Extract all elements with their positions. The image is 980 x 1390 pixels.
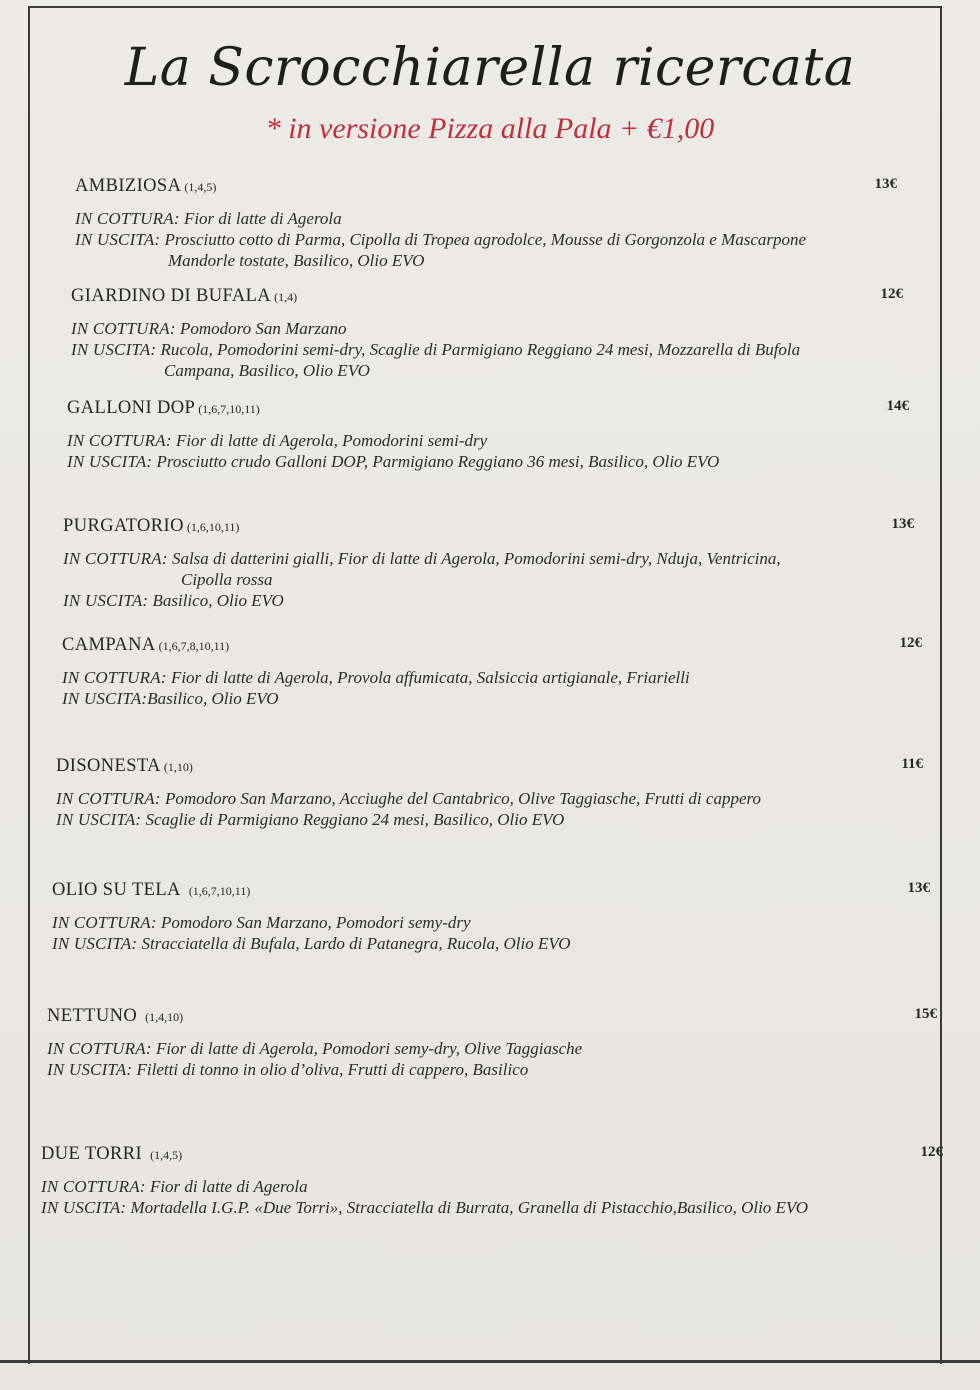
item-cottura: IN COTTURA: Fior di latte di Agerola, Provola affumicata, Salsiccia artigianale, Friarielli bbox=[62, 668, 690, 687]
item-name: PURGATORIO bbox=[63, 516, 184, 536]
item-name: GIARDINO DI BUFALA bbox=[71, 286, 272, 306]
item-allergens: (1,10) bbox=[163, 760, 193, 774]
item-uscita: IN USCITA: Stracciatella di Bufala, Lardo di Patanegra, Rucola, Olio EVO bbox=[52, 934, 571, 953]
item-price: 13€ bbox=[907, 880, 930, 896]
menu-item bbox=[75, 176, 897, 271]
item-uscita: IN USCITA: Prosciutto crudo Galloni DOP, Parmigiano Reggiano 36 mesi, Basilico, Olio EVO bbox=[67, 452, 720, 471]
item-allergens: (1,6,7,8,10,11) bbox=[158, 639, 230, 653]
item-uscita: IN USCITA: Filetti di tonno in olio d’oliva, Frutti di cappero, Basilico bbox=[47, 1060, 529, 1079]
item-cottura: IN COTTURA: Fior di latte di Agerola bbox=[75, 209, 342, 228]
menu-item bbox=[62, 635, 922, 709]
item-cottura-cont: Cipolla rossa bbox=[181, 570, 273, 589]
item-allergens: (1,6,7,10,11) bbox=[198, 402, 260, 416]
item-allergens: (1,4,5) bbox=[150, 1148, 183, 1162]
bottom-rule bbox=[0, 1360, 980, 1363]
item-uscita-cont: Mandorle tostate, Basilico, Olio EVO bbox=[168, 251, 425, 270]
menu-item bbox=[52, 880, 930, 954]
item-uscita: IN USCITA:Basilico, Olio EVO bbox=[62, 689, 279, 708]
item-uscita: IN USCITA: Basilico, Olio EVO bbox=[63, 591, 284, 610]
item-cottura: IN COTTURA: Pomodoro San Marzano, Acciughe del Cantabrico, Olive Taggiasche, Frutti di cappero bbox=[56, 789, 761, 808]
item-uscita: IN USCITA: Scaglie di Parmigiano Reggiano 24 mesi, Basilico, Olio EVO bbox=[56, 810, 565, 829]
item-allergens: (1,6,7,10,11) bbox=[188, 884, 251, 898]
item-price: 12€ bbox=[920, 1144, 943, 1160]
item-price: 13€ bbox=[891, 516, 914, 532]
item-uscita: IN USCITA: Prosciutto cotto di Parma, Cipolla di Tropea agrodolce, Mousse di Gorgonzola e Mascarpone bbox=[75, 230, 807, 249]
item-name: DUE TORRI bbox=[41, 1144, 143, 1164]
item-uscita: IN USCITA: Mortadella I.G.P. «Due Torri», Stracciatella di Burrata, Granella di Pistacchio,Basilico, Olio EVO bbox=[41, 1198, 809, 1217]
item-uscita-cont: Campana, Basilico, Olio EVO bbox=[164, 361, 370, 380]
item-price: 14€ bbox=[886, 398, 909, 414]
item-price: 11€ bbox=[901, 756, 923, 772]
menu-item bbox=[67, 398, 909, 472]
item-allergens: (1,6,10,11) bbox=[186, 520, 240, 534]
item-cottura: IN COTTURA: Pomodoro San Marzano, Pomodori semy-dry bbox=[52, 913, 471, 932]
item-price: 12€ bbox=[899, 635, 922, 651]
item-cottura: IN COTTURA: Pomodoro San Marzano bbox=[71, 319, 347, 338]
item-allergens: (1,4) bbox=[274, 290, 298, 304]
menu-title: La Scrocchiarella ricercata bbox=[124, 38, 856, 98]
item-price: 13€ bbox=[874, 176, 897, 192]
menu-item bbox=[71, 286, 903, 381]
item-cottura: IN COTTURA: Fior di latte di Agerola, Pomodorini semi-dry bbox=[67, 431, 488, 450]
item-name: OLIO SU TELA bbox=[52, 880, 181, 900]
item-name: GALLONI DOP bbox=[67, 398, 196, 418]
menu-item bbox=[56, 756, 923, 830]
item-cottura: IN COTTURA: Salsa di datterini gialli, Fior di latte di Agerola, Pomodorini semi-dry, Nduja, Ventricina, bbox=[63, 549, 781, 568]
item-name: DISONESTA bbox=[56, 756, 161, 776]
item-price: 15€ bbox=[914, 1006, 937, 1022]
item-name: NETTUNO bbox=[47, 1006, 138, 1026]
item-name: AMBIZIOSA bbox=[75, 176, 182, 196]
item-allergens: (1,4,10) bbox=[145, 1010, 184, 1024]
item-name: CAMPANA bbox=[62, 635, 156, 655]
item-cottura: IN COTTURA: Fior di latte di Agerola bbox=[41, 1177, 308, 1196]
item-allergens: (1,4,5) bbox=[184, 180, 217, 194]
item-price: 12€ bbox=[880, 286, 903, 302]
menu-subtitle: * in versione Pizza alla Pala + €1,00 bbox=[265, 112, 715, 145]
item-uscita: IN USCITA: Rucola, Pomodorini semi-dry, Scaglie di Parmigiano Reggiano 24 mesi, Mozzarella di Bufola bbox=[71, 340, 801, 359]
item-cottura: IN COTTURA: Fior di latte di Agerola, Pomodori semy-dry, Olive Taggiasche bbox=[47, 1039, 583, 1058]
menu-item bbox=[47, 1006, 937, 1080]
menu-item bbox=[41, 1144, 943, 1218]
menu-item bbox=[63, 516, 914, 611]
